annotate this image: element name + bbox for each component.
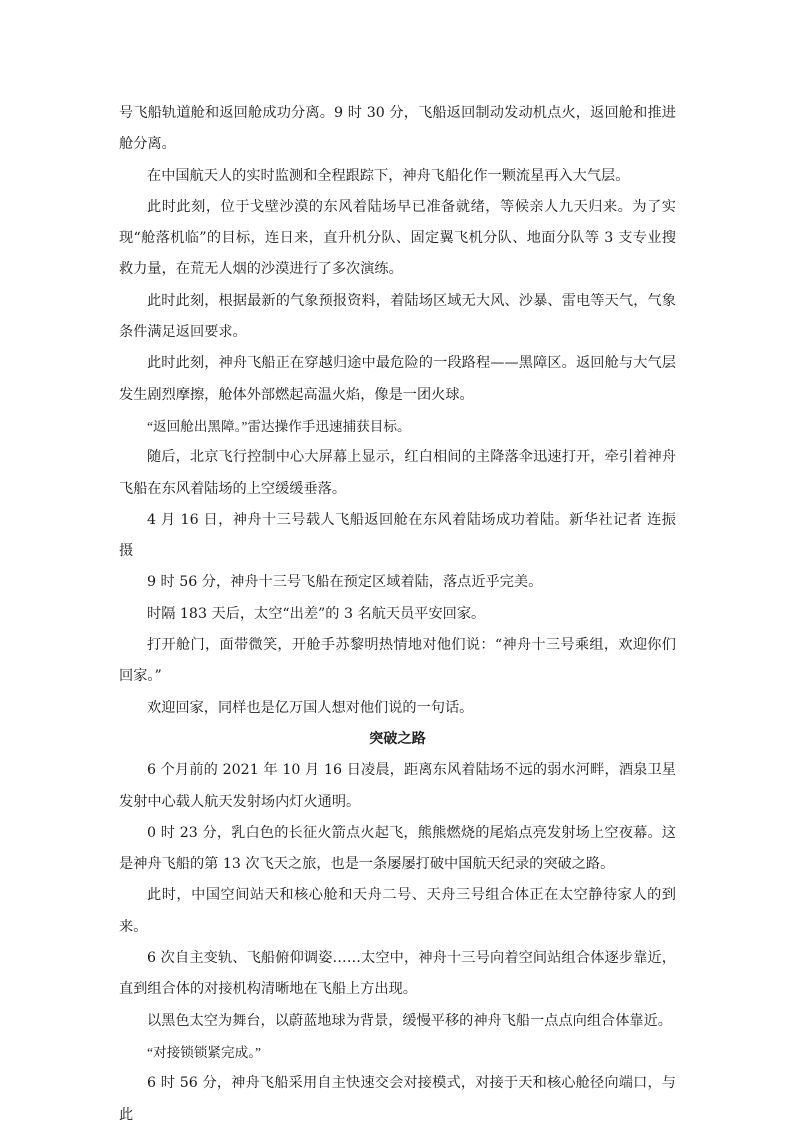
paragraph-13: 6 个月前的 2021 年 10 月 16 日凌晨，距离东风着陆场不远的弱水河畔，酒泉卫星发射中心载人航天发射场内灯火通明。 — [119, 762, 676, 810]
paragraph-10: 时隔 183 天后，太空“出差”的 3 名航天员平安回家。 — [147, 605, 486, 622]
paragraph-12: 欢迎回家，同样也是亿万国人想对他们说的一句话。 — [147, 699, 474, 716]
paragraph-9: 9 时 56 分，神舟十三号飞船在预定区域着陆，落点近乎完美。 — [147, 574, 543, 591]
paragraph-3: 此时此刻，位于戈壁沙漠的东风着陆场早已准备就绪，等候亲人九天归来。为了实现“舱落机临”的目标，连日来，直升机分队、固定翼飞机分队、地面分队等 3 支专业搜救力量，在荒无人烟的沙漠进行了多次演练。 — [119, 198, 676, 278]
section-heading: 突破之路 — [369, 730, 426, 747]
paragraph-17: 以黑色太空为舞台，以蔚蓝地球为背景，缓慢平移的神舟飞船一点点向组合体靠近。 — [147, 1012, 672, 1029]
paragraph-4: 此时此刻，根据最新的气象预报资料，着陆场区域无大风、沙暴、雷电等天气，气象条件满足返回要求。 — [119, 292, 676, 341]
paragraph-14: 0 时 23 分，乳白色的长征火箭点火起飞，熊熊燃烧的尾焰点亮发射场上空夜幕。这是神舟飞船的第 13 次飞天之旅，也是一条屡屡打破中国航天纪录的突破之路。 — [119, 824, 676, 873]
paragraph-15: 此时，中国空间站天和核心舱和天舟二号、天舟三号组合体正在太空静待家人的到来。 — [119, 887, 676, 935]
paragraph-8-caption: 4 月 16 日，神舟十三号载人飞船返回舱在东风着陆场成功着陆。新华社记者 连振 摄 — [119, 511, 676, 560]
paragraph-6-quote: “返回舱出黑障。”雷达操作手迅速捕获目标。 — [147, 418, 411, 434]
paragraph-11: 打开舱门，面带微笑，开舱手苏黎明热情地对他们说：“神舟十三号乘组，欢迎你们回家。” — [119, 637, 676, 685]
paragraph-5: 此时此刻，神舟飞船正在穿越归途中最危险的一段路程——黑障区。返回舱与大气层发生剧烈摩擦，舱体外部燃起高温火焰，像是一团火球。 — [119, 355, 676, 403]
paragraph-19: 6 时 56 分，神舟飞船采用自主快速交会对接模式，对接于天和核心舱径向端口，与此 — [119, 1075, 676, 1123]
document-page — [119, 98, 676, 1131]
paragraph-1: 号飞船轨道舱和返回舱成功分离。9 时 30 分，飞船返回制动发动机点火，返回舱和推进舱分离。 — [119, 105, 676, 153]
paragraph-2: 在中国航天人的实时监测和全程跟踪下，神舟飞船化作一颗流星再入大气层。 — [147, 167, 630, 184]
paragraph-7: 随后，北京飞行控制中心大屏幕上显示，红白相间的主降落伞迅速打开，牵引着神舟飞船在东风着陆场的上空缓缓垂落。 — [119, 449, 676, 497]
paragraph-16: 6 次自主变轨、飞船俯仰调姿……太空中，神舟十三号向着空间站组合体逐步靠近，直到组合体的对接机构清晰地在飞船上方出现。 — [119, 950, 676, 998]
paragraph-18-quote: “对接锁锁紧完成。” — [147, 1044, 262, 1060]
